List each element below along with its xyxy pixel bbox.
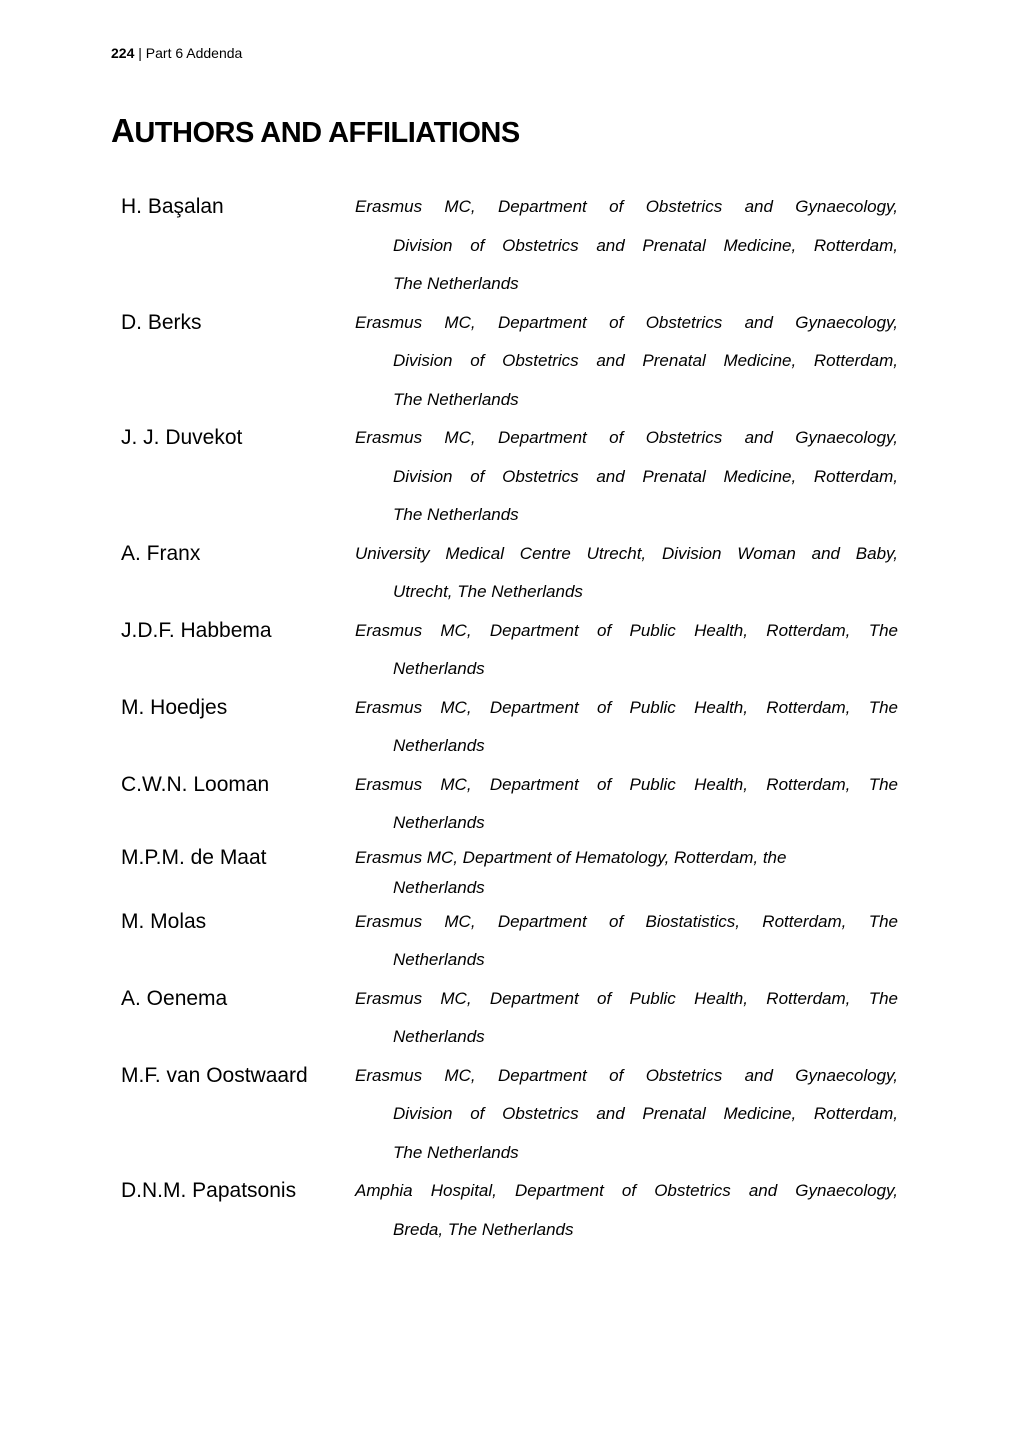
- affiliation-line: Erasmus MC, Department of Obstetrics and Gynaecology,: [355, 1065, 898, 1085]
- affiliation-line: Division of Obstetrics and Prenatal Medicine, Rotterdam,: [393, 466, 898, 486]
- author-entry: [121, 1057, 901, 1173]
- affiliation-line: Erasmus MC, Department of Obstetrics and Gynaecology,: [355, 197, 898, 216]
- affiliation-line: Erasmus MC, Department of Obstetrics and Gynaecology,: [355, 428, 898, 447]
- affiliation-line: The Netherlands: [393, 1142, 519, 1162]
- author-entry: [121, 689, 901, 766]
- author-name: C.W.N. Looman: [121, 772, 270, 796]
- affiliation-line: Division of Obstetrics and Prenatal Medicine, Rotterdam,: [393, 235, 898, 255]
- affiliation-line: Division of Obstetrics and Prenatal Medicine, Rotterdam,: [393, 1104, 898, 1123]
- affiliation-line: Division of Obstetrics and Prenatal Medicine, Rotterdam,: [393, 351, 898, 370]
- author-entry: [121, 980, 901, 1057]
- author-name: M.P.M. de Maat: [121, 845, 267, 869]
- author-entry: [121, 1172, 901, 1249]
- affiliation-line: Erasmus MC, Department of Public Health, Rotterdam, The: [355, 620, 898, 640]
- author-affiliation: [355, 304, 898, 420]
- author-entry: [121, 304, 901, 420]
- author-entry: [121, 535, 901, 612]
- author-name: D.N.M. Papatsonis: [121, 1179, 297, 1202]
- author-affiliation: [355, 419, 898, 535]
- affiliation-line: The Netherlands: [393, 274, 519, 293]
- affiliation-line: Netherlands: [393, 877, 485, 897]
- author-affiliation: [355, 535, 898, 612]
- page-number: 224: [111, 45, 135, 61]
- author-affiliation: [355, 980, 898, 1057]
- author-name: A. Oenema: [121, 986, 228, 1010]
- affiliation-line: Netherlands: [393, 1027, 485, 1046]
- section-name: Part 6 Addenda: [145, 45, 243, 61]
- authors-list: [121, 188, 901, 1249]
- author-affiliation: [355, 1172, 898, 1249]
- author-affiliation: [355, 188, 898, 304]
- author-entry: [121, 903, 901, 980]
- author-name: D. Berks: [121, 310, 202, 334]
- author-affiliation: [355, 903, 898, 980]
- author-entry: [121, 188, 901, 304]
- affiliation-line: Netherlands: [393, 813, 485, 832]
- author-affiliation: [355, 766, 898, 843]
- author-entry: [121, 766, 901, 843]
- page-title: [111, 112, 520, 150]
- title-rest: UTHORS AND AFFILIATIONS: [134, 117, 520, 149]
- running-header: [111, 45, 242, 61]
- author-entry: [121, 419, 901, 535]
- author-name: J. J. Duvekot: [121, 426, 243, 449]
- affiliation-line: Erasmus MC, Department of Hematology, Rotterdam, the: [355, 847, 787, 867]
- author-affiliation: [355, 612, 898, 689]
- author-affiliation: [355, 1057, 898, 1173]
- affiliation-line: Netherlands: [393, 950, 485, 969]
- affiliation-line: Amphia Hospital, Department of Obstetrics and Gynaecology,: [355, 1181, 898, 1200]
- affiliation-line: Erasmus MC, Department of Obstetrics and Gynaecology,: [355, 312, 898, 332]
- author-name: M. Molas: [121, 909, 207, 933]
- author-name: J.D.F. Habbema: [121, 618, 272, 642]
- title-initial: A: [111, 112, 135, 149]
- author-affiliation: [355, 843, 898, 903]
- affiliation-line: Netherlands: [393, 736, 485, 755]
- author-entry: [121, 843, 901, 903]
- affiliation-line: Netherlands: [393, 659, 485, 678]
- author-name: A. Franx: [121, 541, 201, 565]
- affiliation-line: The Netherlands: [393, 389, 519, 409]
- affiliation-line: Erasmus MC, Department of Biostatistics, Rotterdam, The: [355, 911, 898, 931]
- affiliation-line: Erasmus MC, Department of Public Health, Rotterdam, The: [355, 697, 898, 717]
- header-separator: |: [138, 45, 142, 61]
- author-name: H. Başalan: [121, 195, 224, 218]
- author-entry: [121, 612, 901, 689]
- author-name: M. Hoedjes: [121, 695, 228, 719]
- author-affiliation: [355, 689, 898, 766]
- affiliation-line: Erasmus MC, Department of Public Health, Rotterdam, The: [355, 774, 898, 794]
- affiliation-line: The Netherlands: [393, 505, 519, 524]
- affiliation-line: Breda, The Netherlands: [393, 1219, 574, 1239]
- author-name: M.F. van Oostwaard: [121, 1063, 308, 1087]
- affiliation-line: Utrecht, The Netherlands: [393, 582, 583, 601]
- affiliation-line: University Medical Centre Utrecht, Division Woman and Baby,: [355, 543, 898, 563]
- affiliation-line: Erasmus MC, Department of Public Health, Rotterdam, The: [355, 988, 898, 1008]
